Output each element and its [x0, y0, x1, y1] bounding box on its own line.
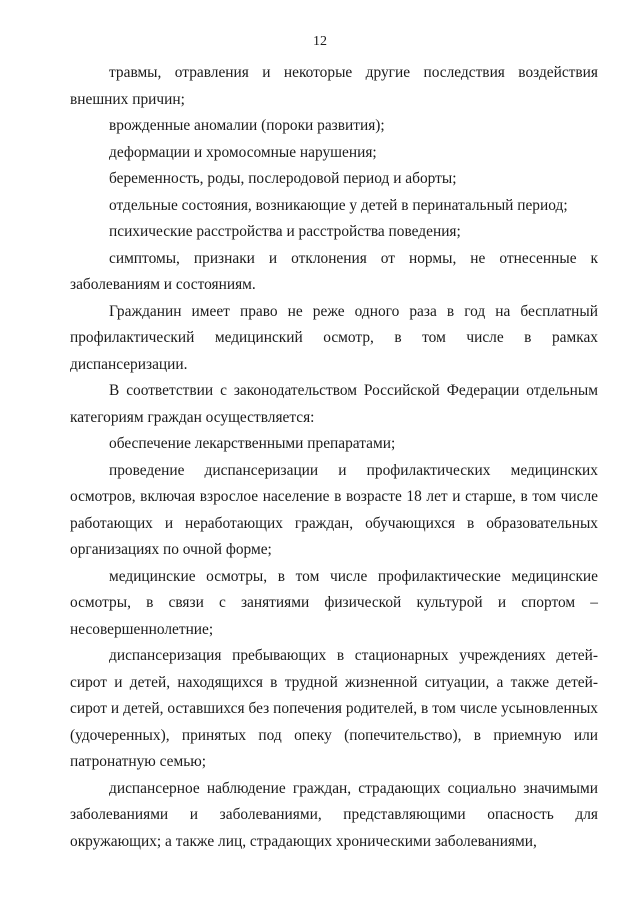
- paragraph-injuries: травмы, отравления и некоторые другие последствия воздействия внешних причин;: [70, 64, 598, 108]
- paragraph-symptoms: симптомы, признаки и отклонения от нормы, не отнесенные к заболеваниям и состояниям.: [70, 249, 598, 293]
- paragraph-mental-disorders: психические расстройства и расстройства поведения;: [109, 223, 461, 240]
- document-body: [70, 60, 598, 855]
- paragraph-drug-provision: обеспечение лекарственными препаратами;: [109, 435, 396, 452]
- paragraph-perinatal: отдельные состояния, возникающие у детей в перинатальный период;: [109, 196, 568, 214]
- page-number: 12: [313, 34, 327, 49]
- paragraph-categories-intro: В соответствии с законодательством Российской Федерации отдельным категориям граждан осуществляется:: [70, 382, 598, 426]
- paragraph-dispensarization: проведение диспансеризации и профилактических медицинских осмотров, включая взрослое население в возрасте 18 лет и старше, в том числе работающих и неработающих граждан, обучающихся в образовательных организациях по очной форме;: [70, 461, 598, 558]
- paragraph-dispensary-observation: диспансерное наблюдение граждан, страдающих социально значимыми заболеваниями и заболеваниями, представляющими опасность для окружающих; а также лиц, страдающих хроническими заболеваниями,: [70, 779, 598, 850]
- paragraph-chromosomal-disorders: деформации и хромосомные нарушения;: [109, 143, 377, 161]
- paragraph-medical-exams-minors: медицинские осмотры, в том числе профилактические медицинские осмотры, в связи с занятиями физической культурой и спортом – несовершеннолетние;: [70, 567, 598, 638]
- paragraph-congenital-anomalies: врожденные аномалии (пороки развития);: [109, 117, 385, 134]
- paragraph-pregnancy: беременность, роды, послеродовой период и аборты;: [109, 170, 457, 187]
- paragraph-orphans-dispensarization: диспансеризация пребывающих в стационарных учреждениях детей-сирот и детей, находящихся в трудной жизненной ситуации, а также детей-сирот и детей, оставшихся без попечения родителей, в том числе усыновленных (удочеренных), принятых под опеку (попечительство), в приемную или патронатную семью;: [70, 647, 598, 770]
- paragraph-citizen-right: Гражданин имеет право не реже одного раза в год на бесплатный профилактический медицинский осмотр, в том числе в рамках диспансеризации.: [70, 302, 598, 373]
